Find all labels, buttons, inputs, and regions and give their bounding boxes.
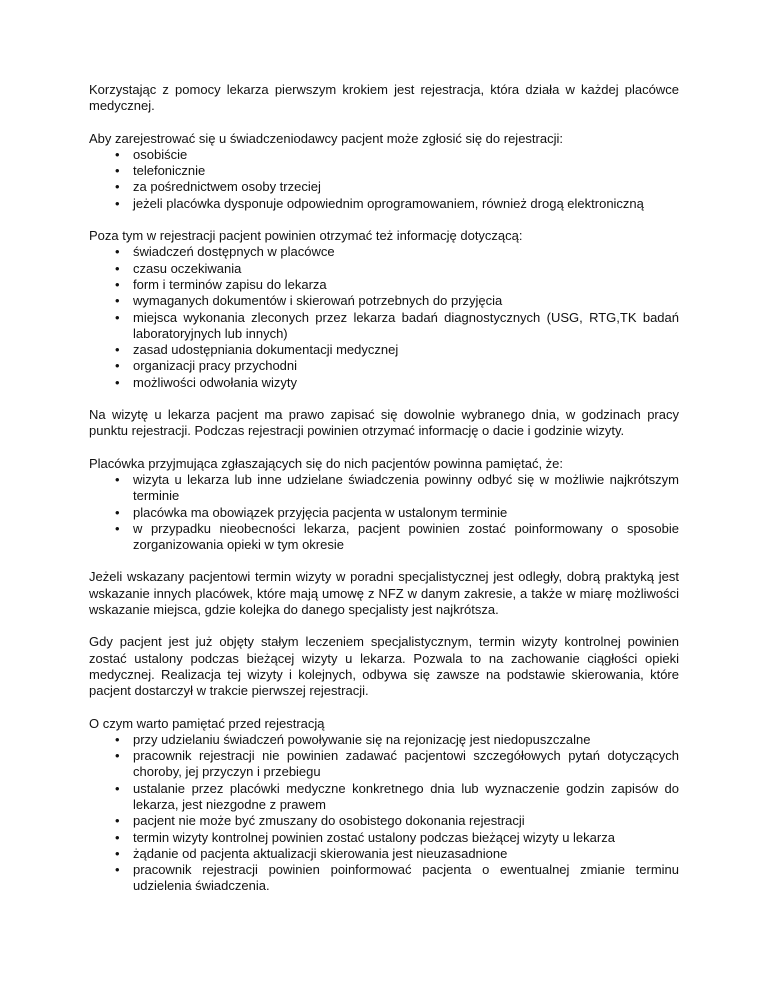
paragraph-appointment-rights: Na wizytę u lekarza pacjent ma prawo zapisać się dowolnie wybranego dnia, w godzinach pracy punktu rejestracji. Podczas rejestracji powinien otrzymać informację o dacie i godzinie wizyty. — [89, 407, 679, 439]
list-item: • placówka ma obowiązek przyjęcia pacjenta w ustalonym terminie — [89, 505, 679, 521]
list-item: • telefonicznie — [89, 163, 679, 179]
list-item: • pracownik rejestracji nie powinien zadawać pacjentowi szczegółowych pytań dotyczących choroby, jej przyczyn i przebiegu — [89, 748, 679, 781]
paragraph-facility-obligations-intro: Placówka przyjmująca zgłaszających się do nich pacjentów powinna pamiętać, że: — [89, 455, 564, 471]
paragraph-intro: Korzystając z pomocy lekarza pierwszym krokiem jest rejestracja, która działa w każdej placówce medycznej. — [89, 82, 679, 114]
list-facility-obligations — [89, 472, 679, 553]
list-item: • miejsca wykonania zleconych przez lekarza badań diagnostycznych (USG, RTG,TK badań laboratoryjnych lub innych) — [89, 310, 679, 343]
list-item: • świadczeń dostępnych w placówce — [89, 244, 679, 260]
list-item: • wymaganych dokumentów i skierowań potrzebnych do przyjęcia — [89, 293, 679, 309]
list-item: • osobiście — [89, 147, 679, 163]
list-item: • form i terminów zapisu do lekarza — [89, 277, 679, 293]
list-item: • ustalanie przez placówki medyczne konkretnego dnia lub wyznaczenie godzin zapisów do lekarza, jest niezgodne z prawem — [89, 781, 679, 814]
list-item: • organizacji pracy przychodni — [89, 358, 679, 374]
list-item: • wizyta u lekarza lub inne udzielane świadczenia powinny odbyć się w możliwie najkrótszym terminie — [89, 472, 679, 505]
list-item: • możliwości odwołania wizyty — [89, 375, 679, 391]
list-item: • termin wizyty kontrolnej powinien zostać ustalony podczas bieżącej wizyty u lekarza — [89, 830, 679, 846]
list-item: • żądanie od pacjenta aktualizacji skierowania jest nieuzasadnione — [89, 846, 679, 862]
list-item: • przy udzielaniu świadczeń powoływanie się na rejonizację jest niedopuszczalne — [89, 732, 679, 748]
list-item: • za pośrednictwem osoby trzeciej — [89, 179, 679, 195]
list-item: • pracownik rejestracji powinien poinformować pacjenta o ewentualnej zmianie terminu udzielenia świadczenia. — [89, 862, 679, 895]
paragraph-distant-appointment: Jeżeli wskazany pacjentowi termin wizyty w poradni specjalistycznej jest odległy, dobrą praktyką jest wskazanie innych placówek, które mają umowę z NFZ w danym zakresie, a także w miarę możliwości wskazanie miejsca, gdzie kolejka do danego specjalisty jest najkrótsza. — [89, 569, 679, 618]
paragraph-follow-up-visit: Gdy pacjent jest już objęty stałym leczeniem specjalistycznym, termin wizyty kontrolnej powinien zostać ustalony podczas bieżącej wizyty u lekarza. Pozwala to na zachowanie ciągłości opieki medycznej. Realizacja tej wizyty i kolejnych, odbywa się zawsze na podstawie skierowania, które pacjent dostarczył w trakcie pierwszej rejestracji. — [89, 634, 679, 699]
list-remember — [89, 732, 679, 895]
list-item: • pacjent nie może być zmuszany do osobistego dokonania rejestracji — [89, 813, 679, 829]
document-page — [89, 82, 679, 911]
paragraph-remember-intro: O czym warto pamiętać przed rejestracją — [89, 715, 325, 731]
list-item: • w przypadku nieobecności lekarza, pacjent powinien zostać poinformowany o sposobie zorganizowania opieki w tym okresie — [89, 521, 679, 554]
list-registration-methods — [89, 147, 679, 212]
list-information — [89, 244, 679, 391]
list-item: • zasad udostępniania dokumentacji medycznej — [89, 342, 679, 358]
list-item: • jeżeli placówka dysponuje odpowiednim oprogramowaniem, również drogą elektroniczną — [89, 196, 679, 212]
paragraph-registration-methods-intro: Aby zarejestrować się u świadczeniodawcy pacjent może zgłosić się do rejestracji: — [89, 130, 563, 146]
list-item: • czasu oczekiwania — [89, 261, 679, 277]
paragraph-information-intro: Poza tym w rejestracji pacjent powinien otrzymać też informację dotyczącą: — [89, 228, 523, 244]
